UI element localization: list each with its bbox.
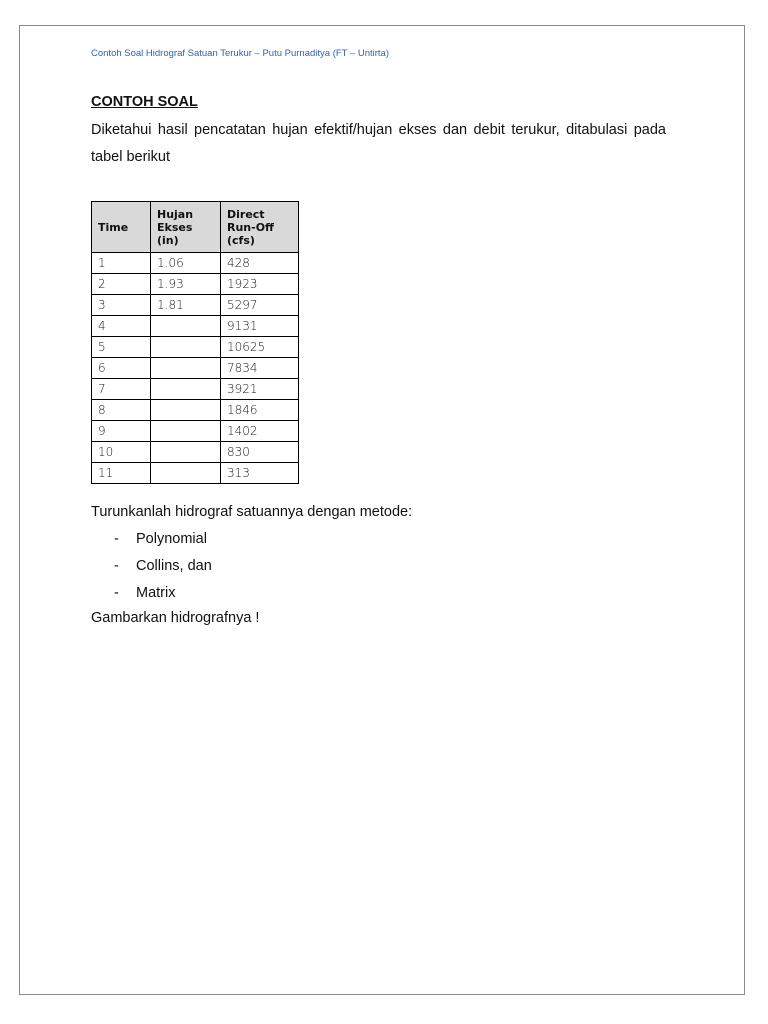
cell-runoff: 7834: [221, 358, 299, 379]
header-time: Time: [92, 202, 151, 253]
method-list: [91, 526, 212, 607]
table-row: [92, 337, 299, 358]
intro-paragraph: Diketahui hasil pencatatan hujan efektif/hujan ekses dan debit terukur, ditabulasi pada tabel berikut: [91, 122, 666, 165]
cell-rain: 1.06: [151, 253, 221, 274]
cell-runoff: 313: [221, 463, 299, 484]
cell-runoff: 10625: [221, 337, 299, 358]
cell-runoff: 830: [221, 442, 299, 463]
cell-rain: 1.81: [151, 295, 221, 316]
cell-time: 10: [92, 442, 151, 463]
table-row: [92, 316, 299, 337]
cell-time: 1: [92, 253, 151, 274]
question-text: Turunkanlah hidrograf satuannya dengan metode:: [91, 504, 413, 520]
header-runoff: Direct Run-Off (cfs): [221, 202, 299, 253]
cell-rain: 1.93: [151, 274, 221, 295]
table-row: [92, 295, 299, 316]
cell-runoff: 1923: [221, 274, 299, 295]
cell-runoff: 3921: [221, 379, 299, 400]
table-row: [92, 421, 299, 442]
method-label: Matrix: [136, 585, 176, 601]
cell-time: 8: [92, 400, 151, 421]
table-row: [92, 442, 299, 463]
header-rain: Hujan Ekses (in): [151, 202, 221, 253]
method-label: Collins, dan: [136, 558, 212, 574]
cell-runoff: 1402: [221, 421, 299, 442]
cell-time: 11: [92, 463, 151, 484]
cell-rain: [151, 463, 221, 484]
list-dash: -: [114, 558, 119, 574]
cell-rain: [151, 400, 221, 421]
cell-time: 4: [92, 316, 151, 337]
table-row: [92, 253, 299, 274]
list-item: [91, 580, 212, 607]
data-table: [91, 201, 299, 484]
cell-runoff: 5297: [221, 295, 299, 316]
cell-time: 5: [92, 337, 151, 358]
cell-time: 6: [92, 358, 151, 379]
list-item: [91, 526, 212, 553]
cell-rain: [151, 442, 221, 463]
document-page: [19, 25, 745, 995]
cell-time: 2: [92, 274, 151, 295]
cell-rain: [151, 421, 221, 442]
cell-runoff: 9131: [221, 316, 299, 337]
list-dash: -: [114, 531, 119, 547]
cell-rain: [151, 316, 221, 337]
cell-time: 9: [92, 421, 151, 442]
list-dash: -: [114, 585, 119, 601]
table-row: [92, 400, 299, 421]
cell-runoff: 428: [221, 253, 299, 274]
cell-runoff: 1846: [221, 400, 299, 421]
cell-rain: [151, 337, 221, 358]
cell-rain: [151, 358, 221, 379]
closing-instruction: Gambarkan hidrografnya !: [91, 610, 260, 626]
table-row: [92, 358, 299, 379]
section-title: CONTOH SOAL: [91, 94, 198, 110]
cell-time: 7: [92, 379, 151, 400]
table-row: [92, 379, 299, 400]
table-header-row: [92, 202, 299, 253]
list-item: [91, 553, 212, 580]
cell-time: 3: [92, 295, 151, 316]
page-header: Contoh Soal Hidrograf Satuan Terukur – Putu Purnaditya (FT – Untirta): [91, 48, 389, 59]
table-row: [92, 463, 299, 484]
cell-rain: [151, 379, 221, 400]
method-label: Polynomial: [136, 531, 207, 547]
table-row: [92, 274, 299, 295]
